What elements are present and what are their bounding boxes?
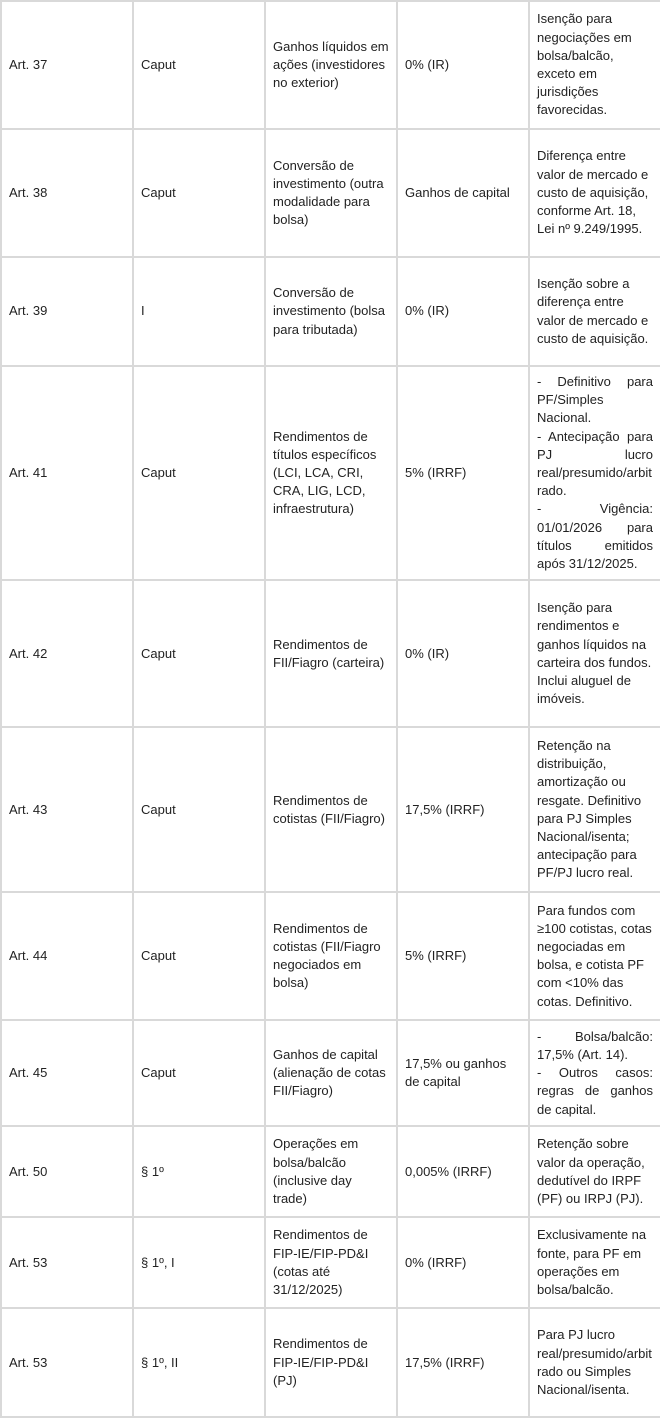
notes-line: - Definitivo para PF/Simples Nacional. (537, 374, 653, 426)
notes-cell (529, 892, 660, 1020)
rate-cell: 17,5% (IRRF) (397, 727, 529, 892)
notes-line: Isenção para rendimentos e ganhos líquidos na carteira dos fundos. Inclui aluguel de imóveis. (537, 600, 652, 707)
article-cell: Art. 53 (1, 1217, 133, 1308)
notes-cell (529, 1, 660, 129)
rate-cell: 0% (IR) (397, 257, 529, 366)
notes-cell (529, 257, 660, 366)
notes-cell (529, 1308, 660, 1417)
table-row (1, 129, 660, 257)
description-cell: Conversão de investimento (outra modalidade para bolsa) (265, 129, 397, 257)
description-cell: Rendimentos de FIP-IE/FIP-PD&I (PJ) (265, 1308, 397, 1417)
table-row (1, 1020, 660, 1126)
description-cell: Rendimentos de cotistas (FII/Fiagro negociados em bolsa) (265, 892, 397, 1020)
notes-line: - Antecipação para PJ lucro real/presumido/arbitrado. (537, 428, 653, 499)
description-cell: Rendimentos de títulos específicos (LCI, LCA, CRI, CRA, LIG, LCD, infraestrutura) (265, 366, 397, 580)
description-cell: Rendimentos de FIP-IE/FIP-PD&I (cotas até 31/12/2025) (265, 1217, 397, 1308)
device-cell: § 1º, I (133, 1217, 265, 1308)
device-cell: Caput (133, 580, 265, 727)
rate-cell: 17,5% (IRRF) (397, 1308, 529, 1417)
article-cell: Art. 45 (1, 1020, 133, 1126)
notes-cell (529, 366, 660, 580)
notes-line: Retenção sobre valor da operação, dedutível do IRPF (PF) ou IRPJ (PJ). (537, 1136, 645, 1206)
article-cell: Art. 42 (1, 580, 133, 727)
article-cell: Art. 38 (1, 129, 133, 257)
notes-line: Para fundos com ≥100 cotistas, cotas negociadas em bolsa, e cotista PF com <10% das cotas. Definitivo. (537, 902, 652, 1009)
rate-cell: 0% (IR) (397, 580, 529, 727)
description-cell: Rendimentos de cotistas (FII/Fiagro) (265, 727, 397, 892)
table-row (1, 580, 660, 727)
device-cell: Caput (133, 727, 265, 892)
article-cell: Art. 43 (1, 727, 133, 892)
table-row (1, 1126, 660, 1217)
device-cell: Caput (133, 366, 265, 580)
table-row (1, 727, 660, 892)
device-cell: § 1º, II (133, 1308, 265, 1417)
device-cell: Caput (133, 129, 265, 257)
table-row (1, 1217, 660, 1308)
device-cell: I (133, 257, 265, 366)
article-cell: Art. 53 (1, 1308, 133, 1417)
table-row (1, 366, 660, 580)
rate-cell: 0% (IR) (397, 1, 529, 129)
description-cell: Ganhos de capital (alienação de cotas FII/Fiagro) (265, 1020, 397, 1126)
notes-cell (529, 1126, 660, 1217)
article-cell: Art. 41 (1, 366, 133, 580)
table-row (1, 1, 660, 129)
notes-line: - Outros casos: regras de ganhos de capital. (537, 1065, 653, 1117)
notes-line: Exclusivamente na fonte, para PF em operações em bolsa/balcão. (537, 1227, 647, 1297)
notes-line: Diferença entre valor de mercado e custo de aquisição, conforme Art. 18, Lei nº 9.249/1995. (537, 148, 649, 237)
rate-cell: 0% (IRRF) (397, 1217, 529, 1308)
table-body (1, 1, 660, 1417)
table-row (1, 1308, 660, 1417)
table-row (1, 892, 660, 1020)
notes-cell (529, 1217, 660, 1308)
description-cell: Operações em bolsa/balcão (inclusive day trade) (265, 1126, 397, 1217)
device-cell: Caput (133, 1020, 265, 1126)
notes-line: Retenção na distribuição, amortização ou resgate. Definitivo para PJ Simples Nacional/isenta; antecipação para PF/PJ lucro real. (537, 737, 642, 881)
notes-line: Isenção sobre a diferença entre valor de mercado e custo de aquisição. (537, 276, 649, 346)
rate-cell: 0,005% (IRRF) (397, 1126, 529, 1217)
device-cell: § 1º (133, 1126, 265, 1217)
description-cell: Rendimentos de FII/Fiagro (carteira) (265, 580, 397, 727)
notes-line: - Vigência: 01/01/2026 para títulos emitidos após 31/12/2025. (537, 501, 653, 572)
table-row (1, 257, 660, 366)
rate-cell: 5% (IRRF) (397, 366, 529, 580)
device-cell: Caput (133, 1, 265, 129)
notes-cell (529, 129, 660, 257)
description-cell: Conversão de investimento (bolsa para tributada) (265, 257, 397, 366)
notes-line: Para PJ lucro real/presumido/arbitrado ou Simples Nacional/isenta. (537, 1327, 652, 1397)
article-cell: Art. 50 (1, 1126, 133, 1217)
rate-cell: 17,5% ou ganhos de capital (397, 1020, 529, 1126)
notes-cell (529, 1020, 660, 1126)
rate-cell: Ganhos de capital (397, 129, 529, 257)
notes-line: Isenção para negociações em bolsa/balcão, exceto em jurisdições favorecidas. (537, 11, 632, 118)
notes-cell (529, 580, 660, 727)
rate-cell: 5% (IRRF) (397, 892, 529, 1020)
device-cell: Caput (133, 892, 265, 1020)
notes-line: - Bolsa/balcão: 17,5% (Art. 14). (537, 1028, 653, 1062)
article-cell: Art. 37 (1, 1, 133, 129)
notes-cell (529, 727, 660, 892)
description-cell: Ganhos líquidos em ações (investidores no exterior) (265, 1, 397, 129)
article-cell: Art. 39 (1, 257, 133, 366)
article-cell: Art. 44 (1, 892, 133, 1020)
